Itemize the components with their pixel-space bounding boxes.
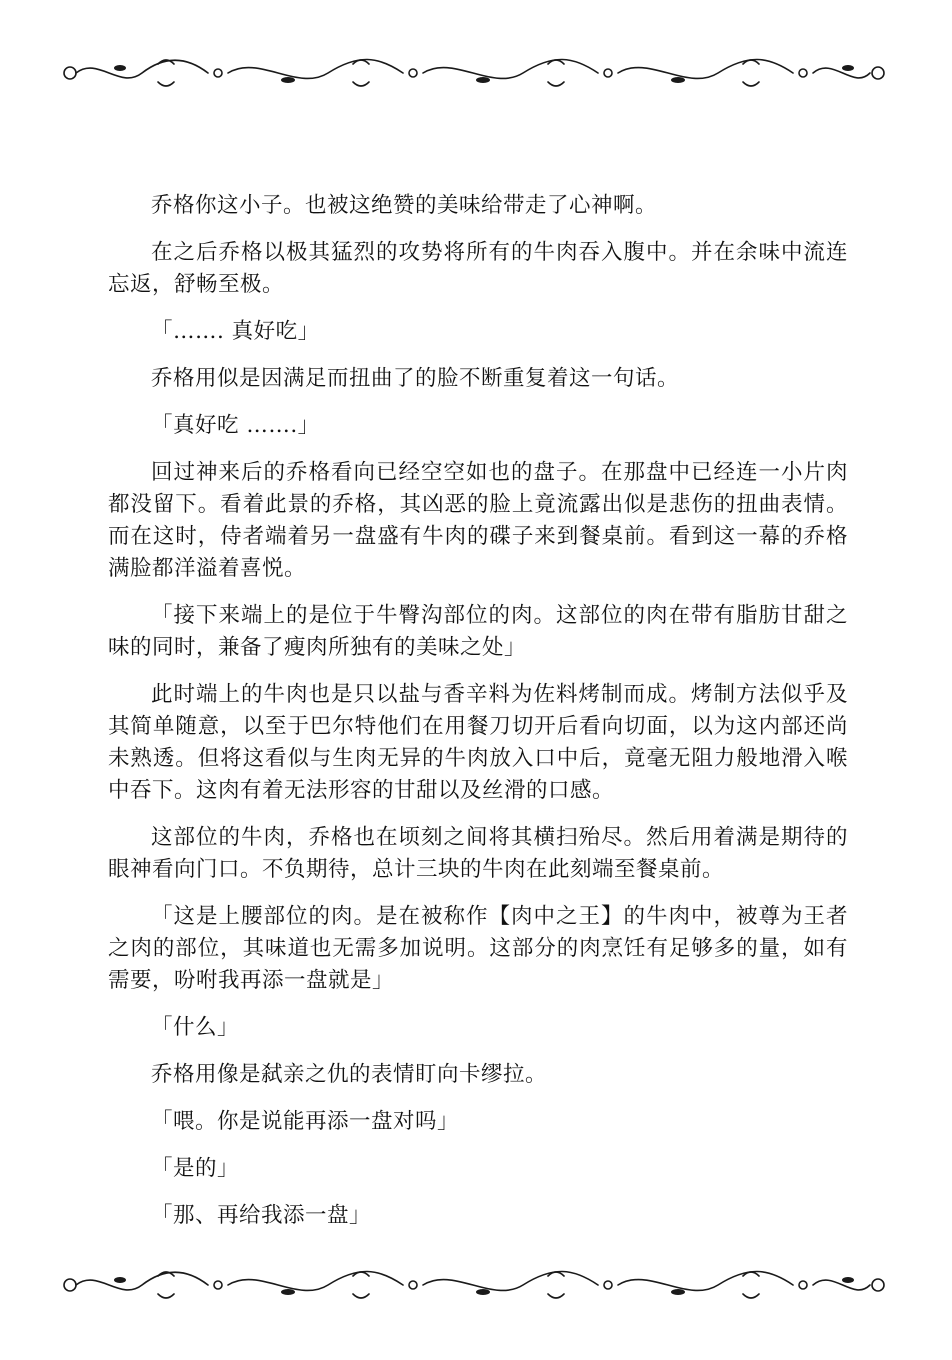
dialogue-line: 「那、再给我添一盘」 [151, 1203, 372, 1228]
paragraph: 在之后乔格以极其猛烈的攻势将所有的牛肉吞入腹中。并在余味中流连忘返，舒畅至极。 [108, 240, 848, 297]
paragraph: 回过神来后的乔格看向已经空空如也的盘子。在那盘中已经连一小片肉都没留下。看着此景的乔格，其凶恶的脸上竟流露出似是悲伤的扭曲表情。而在这时，侍者端着另一盘盛有牛肉的碟子来到餐桌前。看到这一幕的乔格满脸都洋溢着喜悦。 [108, 460, 848, 581]
dialogue-line: 「是的」 [151, 1156, 240, 1181]
paragraph: 此时端上的牛肉也是只以盐与香辛料为佐料烤制而成。烤制方法似乎及其简单随意，以至于巴尔特他们在用餐刀切开后看向切面，以为这内部还尚未熟透。但将这看似与生肉无异的牛肉放入口中后，竟毫无阻力般地滑入喉中吞下。这肉有着无法形容的甘甜以及丝滑的口感。 [108, 682, 848, 803]
body-text [108, 190, 848, 1232]
dialogue-line: 「喂。你是说能再添一盘对吗」 [151, 1109, 460, 1134]
dialogue-line: 「什么」 [151, 1015, 240, 1040]
dialogue-line: 「这是上腰部位的肉。是在被称作【肉中之王】的牛肉中，被尊为王者之肉的部位，其味道也无需多加说明。这部分的肉烹饪有足够多的量，如有需要，吩咐我再添一盘就是」 [108, 904, 848, 993]
paragraph: 乔格你这小子。也被这绝赞的美味给带走了心神啊。 [151, 193, 658, 218]
paragraph: 这部位的牛肉，乔格也在顷刻之间将其横扫殆尽。然后用着满是期待的眼神看向门口。不负期待，总计三块的牛肉在此刻端至餐桌前。 [108, 825, 848, 882]
paragraph: 乔格用像是弑亲之仇的表情盯向卡缪拉。 [151, 1062, 548, 1087]
dialogue-line: 「……. 真好吃」 [151, 319, 320, 344]
top-ornament-border [58, 50, 888, 96]
dialogue-line: 「真好吃 …….」 [151, 413, 320, 438]
paragraph: 乔格用似是因满足而扭曲了的脸不断重复着这一句话。 [151, 366, 680, 391]
dialogue-line: 「接下来端上的是位于牛臀沟部位的肉。这部位的肉在带有脂肪甘甜之味的同时，兼备了瘦肉所独有的美味之处」 [108, 603, 848, 660]
bottom-ornament-border [58, 1262, 888, 1308]
